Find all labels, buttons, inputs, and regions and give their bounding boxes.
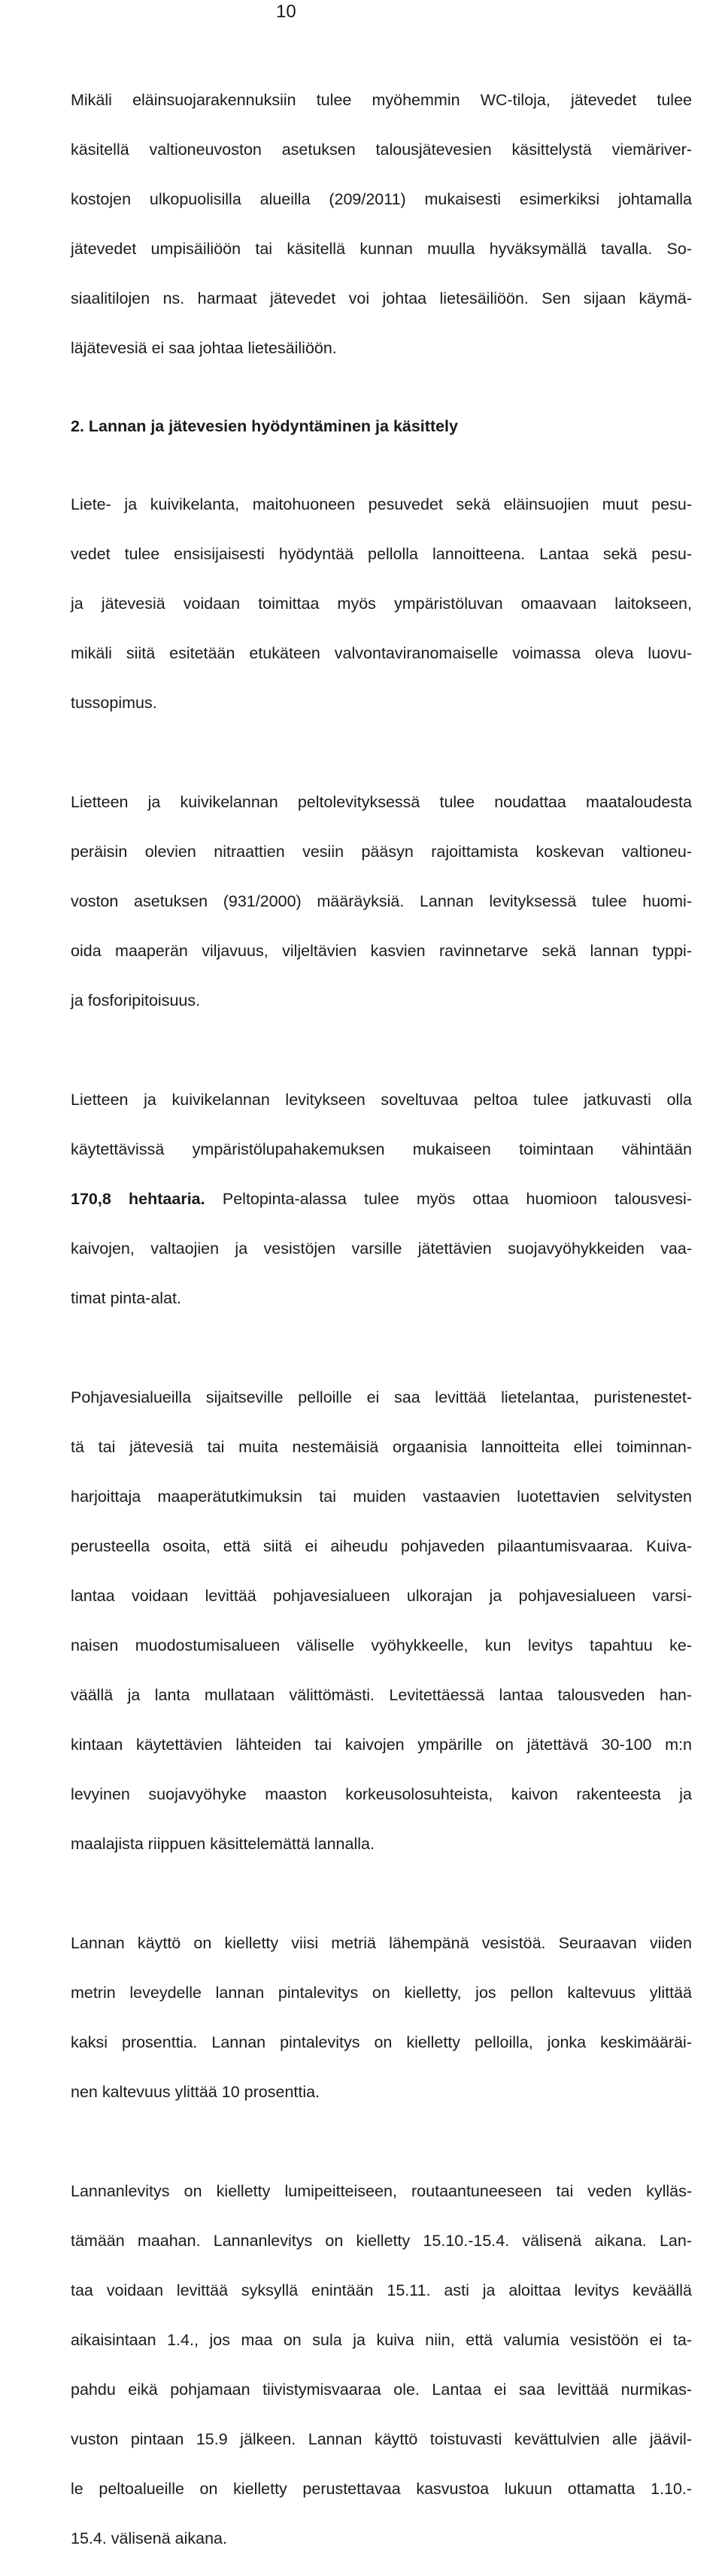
text-line: harjoittaja maaperätutkimuksin tai muiden vastaavien luotettavien selvitysten bbox=[71, 1488, 692, 1506]
text-line: perusteella osoita, että siitä ei aiheudu pohjaveden pilaantumisvaaraa. Kuiva- bbox=[71, 1537, 692, 1555]
text-line: peräisin olevien nitraattien vesiin pääsyn rajoittamista koskevan valtioneu- bbox=[71, 843, 692, 861]
paragraph-water-distance bbox=[71, 1906, 692, 2130]
text-line: kaksi prosenttia. Lannan pintalevitys on kielletty pelloilla, jonka keskimääräi- bbox=[71, 2033, 692, 2051]
text-line: ja fosforipitoisuus. bbox=[71, 991, 201, 1010]
text-line: siaalitilojen ns. harmaat jätevedet voi johtaa lietesäiliöön. Sen sijaan käymä- bbox=[71, 289, 692, 307]
paragraph-field-spreading bbox=[71, 765, 692, 1038]
text-line: pahdu eikä pohjamaan tiivistymisvaaraa ole. Lantaa ei saa levittää nurmikas- bbox=[71, 2381, 692, 2399]
text-line: tussopimus. bbox=[71, 694, 157, 712]
text-line: maalajista riippuen käsittelemättä lannalla. bbox=[71, 1835, 375, 1853]
text-line: timat pinta-alat. bbox=[71, 1289, 181, 1307]
paragraph-wc-facilities bbox=[71, 63, 692, 386]
text-line: tä tai jätevesiä tai muita nestemäisiä orgaanisia lannoitteita ellei toiminnan- bbox=[71, 1438, 692, 1456]
text-line: oida maaperän viljavuus, viljeltävien kasvien ravinnetarve sekä lannan typpi- bbox=[71, 942, 692, 960]
page-number: 10 bbox=[276, 2, 296, 22]
document-body bbox=[71, 63, 692, 2576]
text-line bbox=[71, 1187, 692, 1212]
text-line: vedet tulee ensisijaisesti hyödyntää pellolla lannoitteena. Lantaa sekä pesu- bbox=[71, 545, 692, 563]
text-line: taa voidaan levittää syksyllä enintään 15.11. asti ja aloittaa levitys keväällä bbox=[71, 2281, 692, 2299]
paragraph-groundwater-areas bbox=[71, 1361, 692, 1881]
text-fragment: Peltopinta-alassa tulee myös ottaa huomioon talousvesi- bbox=[205, 1190, 692, 1208]
text-line: Pohjavesialueilla sijaitseville pelloille ei saa levittää lietelantaa, puristenestet- bbox=[71, 1388, 692, 1406]
text-line: käytettävissä ympäristölupahakemuksen mukaiseen toimintaan vähintään bbox=[71, 1140, 692, 1158]
text-line: mikäli siitä esitetään etukäteen valvontaviranomaiselle voimassa oleva luovu- bbox=[71, 644, 692, 662]
paragraph-field-area bbox=[71, 1063, 692, 1336]
text-line: Lietteen ja kuivikelannan peltolevityksessä tulee noudattaa maataloudesta bbox=[71, 793, 692, 811]
text-line: jätevedet umpisäiliöön tai käsitellä kunnan muulla hyväksymällä tavalla. So- bbox=[71, 240, 692, 258]
text-line: le peltoalueille on kielletty perustettavaa kasvustoa lukuun ottamatta 1.10.- bbox=[71, 2480, 692, 2498]
text-line: käsitellä valtioneuvoston asetuksen talousjätevesien käsittelystä viemäriver- bbox=[71, 141, 692, 159]
text-line: voston asetuksen (931/2000) määräyksiä. Lannan levityksessä tulee huomi- bbox=[71, 892, 692, 910]
text-line: Liete- ja kuivikelanta, maitohuoneen pesuvedet sekä eläinsuojien muut pesu- bbox=[71, 495, 692, 513]
text-line: naisen muodostumisalueen väliselle vyöhykkeelle, kun levitys tapahtuu ke- bbox=[71, 1636, 692, 1654]
text-line: lantaa voidaan levittää pohjavesialueen ulkorajan ja pohjavesialueen varsi- bbox=[71, 1587, 692, 1605]
text-line: ja jätevesiä voidaan toimittaa myös ympäristöluvan omaavaan laitokseen, bbox=[71, 595, 692, 613]
text-line: kaivojen, valtaojien ja vesistöjen varsille jätettävien suojavyöhykkeiden vaa- bbox=[71, 1240, 692, 1258]
bold-area-value: 170,8 hehtaaria. bbox=[71, 1190, 205, 1208]
section-heading: 2. Lannan ja jätevesien hyödyntäminen ja käsittely bbox=[71, 417, 458, 435]
text-line: vuston pintaan 15.9 jälkeen. Lannan käyttö toistuvasti kevättulvien alle jäävil- bbox=[71, 2430, 692, 2448]
paragraph-manure-utilization bbox=[71, 468, 692, 740]
text-line: läjätevesiä ei saa johtaa lietesäiliöön. bbox=[71, 339, 337, 357]
text-line: tämään maahan. Lannanlevitys on kielletty 15.10.-15.4. välisenä aikana. Lan- bbox=[71, 2232, 692, 2250]
text-line: Lietteen ja kuivikelannan levitykseen soveltuvaa peltoa tulee jatkuvasti olla bbox=[71, 1091, 692, 1109]
text-line: levyinen suojavyöhyke maaston korkeusolosuhteista, kaivon rakenteesta ja bbox=[71, 1785, 692, 1803]
text-line: aikaisintaan 1.4., jos maa on sula ja kuiva niin, että valumia vesistöön ei ta- bbox=[71, 2331, 692, 2349]
text-line: väällä ja lanta mullataan välittömästi. Levitettäessä lantaa talousveden han- bbox=[71, 1686, 692, 1704]
paragraph-spreading-seasons bbox=[71, 2154, 692, 2576]
text-line: 15.4. välisenä aikana. bbox=[71, 2529, 227, 2547]
text-line: nen kaltevuus ylittää 10 prosenttia. bbox=[71, 2083, 320, 2101]
text-line: Lannanlevitys on kielletty lumipeitteiseen, routaantuneeseen tai veden kylläs- bbox=[71, 2182, 692, 2200]
text-line: kostojen ulkopuolisilla alueilla (209/2011) mukaisesti esimerkiksi johtamalla bbox=[71, 190, 692, 208]
text-line: Lannan käyttö on kielletty viisi metriä lähempänä vesistöä. Seuraavan viiden bbox=[71, 1934, 692, 1952]
text-line: Mikäli eläinsuojarakennuksiin tulee myöhemmin WC-tiloja, jätevedet tulee bbox=[71, 91, 692, 109]
text-line: metrin leveydelle lannan pintalevitys on kielletty, jos pellon kaltevuus ylittää bbox=[71, 1984, 692, 2002]
text-line: kintaan käytettävien lähteiden tai kaivojen ympärille on jätettävä 30-100 m:n bbox=[71, 1736, 692, 1754]
